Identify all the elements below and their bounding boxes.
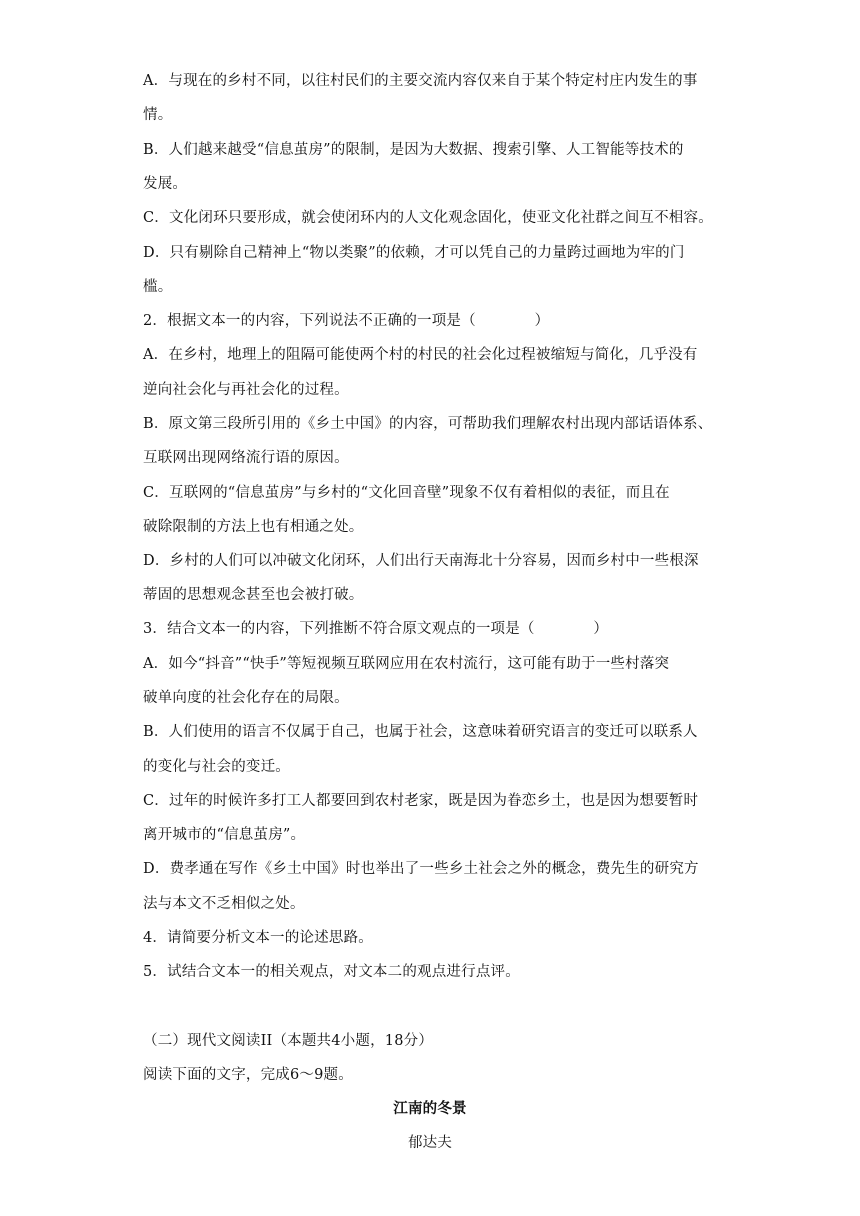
option-c-q3-line1: C．过年的时候许多打工人都要回到农村老家，既是因为眷恋乡土，也是因为想要暂时 [143, 793, 699, 809]
option-c-q3-line2: 离开城市的“信息茧房”。 [143, 827, 306, 843]
option-a-q3-line2: 破单向度的社会化存在的局限。 [143, 690, 349, 706]
option-b-q1-line2: 发展。 [143, 176, 188, 192]
reading-instruction: 阅读下面的文字，完成6～9题。 [143, 1067, 353, 1083]
option-a-q3-line1: A．如今“抖音”“快手”等短视频互联网应用在农村流行，这可能有助于一些村落突 [143, 656, 670, 672]
option-d-q1-line2: 槛。 [143, 279, 173, 295]
question-3-stem: 3．结合文本一的内容，下列推断不符合原文观点的一项是（ ） [143, 621, 609, 637]
option-b-q2-line1: B．原文第三段所引用的《乡土中国》的内容，可帮助我们理解农村出现内部话语体系、 [143, 416, 713, 432]
option-c-q2-line2: 破除限制的方法上也有相通之处。 [143, 519, 364, 535]
option-b-q1-line1: B．人们越来越受“信息茧房”的限制，是因为大数据、搜索引擎、人工智能等技术的 [143, 142, 684, 158]
option-a-q1-line1: A．与现在的乡村不同，以往村民们的主要交流内容仅来自于某个特定村庄内发生的事 [143, 73, 698, 89]
option-d-q2-line1: D．乡村的人们可以冲破文化闭环，人们出行天南海北十分容易，因而乡村中一些根深 [143, 553, 699, 569]
option-b-q2-line2: 互联网出现网络流行语的原因。 [143, 450, 349, 466]
option-b-q3-line2: 的变化与社会的变迁。 [143, 759, 290, 775]
article-title: 江南的冬景 [393, 1100, 467, 1117]
question-5: 5．试结合文本一的相关观点，对文本二的观点进行点评。 [143, 964, 520, 980]
article-author: 郁达夫 [407, 1135, 453, 1151]
question-2-stem: 2．根据文本一的内容，下列说法不正确的一项是（ ） [143, 313, 550, 329]
question-4: 4．请简要分析文本一的论述思路。 [143, 930, 373, 946]
option-b-q3-line1: B．人们使用的语言不仅属于自己，也属于社会，这意味着研究语言的变迁可以联系人 [143, 724, 698, 740]
option-a-q1-line2: 情。 [143, 107, 173, 123]
option-d-q3-line1: D．费孝通在写作《乡土中国》时也举出了一些乡土社会之外的概念，费先生的研究方 [143, 861, 699, 877]
section-heading: （二）现代文阅读II（本题共4小题，18分） [143, 1033, 434, 1049]
option-a-q2-line1: A．在乡村，地理上的阻隔可能使两个村的村民的社会化过程被缩短与简化，几乎没有 [143, 347, 698, 363]
option-d-q3-line2: 法与本文不乏相似之处。 [143, 896, 305, 912]
option-c-q1: C．文化闭环只要形成，就会使闭环内的人文化观念固化，使亚文化社群之间互不相容。 [143, 210, 713, 226]
option-d-q1-line1: D．只有剔除自己精神上“物以类聚”的依赖，才可以凭自己的力量跨过画地为牢的门 [143, 245, 685, 261]
option-a-q2-line2: 逆向社会化与再社会化的过程。 [143, 382, 349, 398]
option-d-q2-line2: 蒂固的思想观念甚至也会被打破。 [143, 587, 364, 603]
option-c-q2-line1: C．互联网的“信息茧房”与乡村的“文化回音壁”现象不仅有着相似的表征，而且在 [143, 485, 670, 501]
